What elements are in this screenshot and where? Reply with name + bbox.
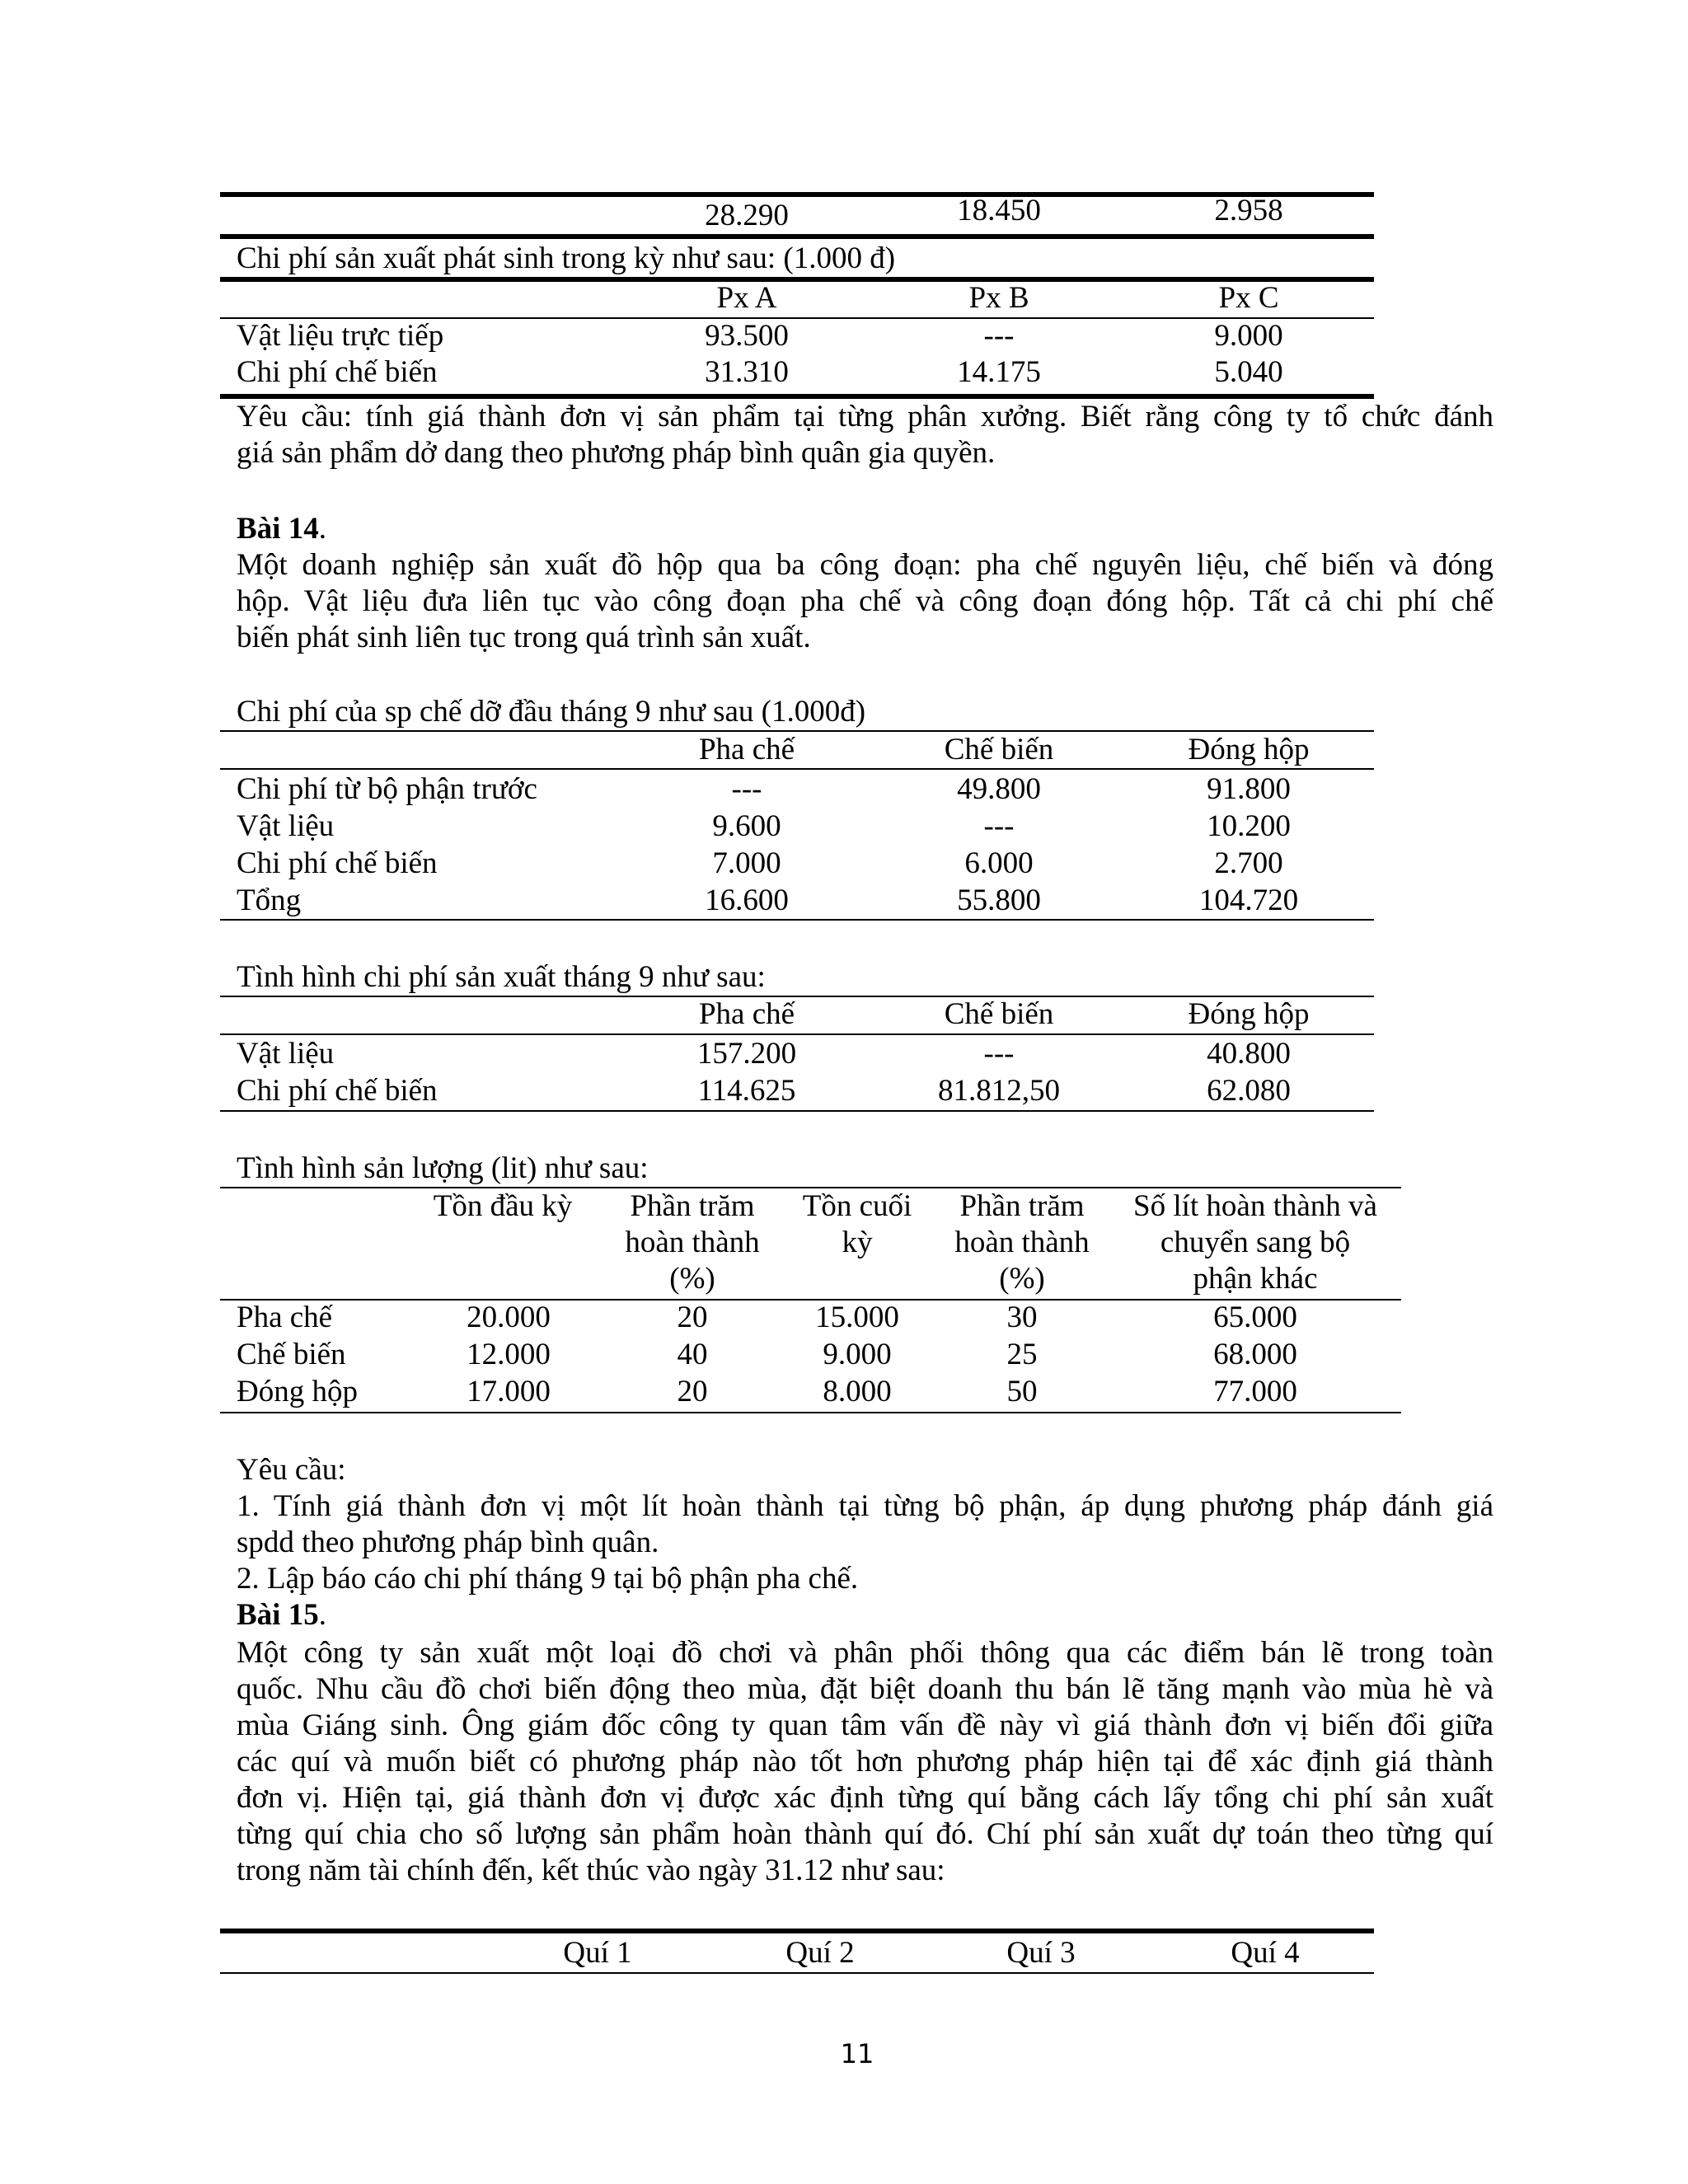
table2-header: Đóng hộp — [1188, 997, 1310, 1031]
table2-header: Pha chế — [698, 997, 795, 1031]
table3-header: phận khác — [1193, 1262, 1318, 1296]
costs-row-value: --- — [983, 319, 1015, 353]
table3-row-value: 12.000 — [467, 1338, 551, 1371]
intro-line: mùa Giáng sinh. Ông giám đốc công ty quan tâm vấn đề này vì giá thành đơn vị biến đổi giữa — [237, 1708, 1493, 1742]
exercise-14-title — [237, 511, 326, 547]
exercise-14-intro — [237, 547, 1493, 656]
table3-header: Tồn đầu kỳ — [433, 1189, 573, 1223]
table1-row-value: 6.000 — [964, 846, 1034, 880]
table2-caption: Tình hình chi phí sản xuất tháng 9 như sau: — [237, 960, 766, 994]
table2-row-value: 81.812,50 — [938, 1074, 1060, 1108]
requirement-paragraph — [237, 399, 1493, 471]
quarter-table-rule-top — [220, 1929, 1374, 1933]
intro-line: Một công ty sản xuất một loại đồ chơi và phân phối thông qua các điểm bán lẽ trong toàn — [237, 1636, 1493, 1670]
requirement-line: 1. Tính giá thành đơn vị một lít hoàn thành tại từng bộ phận, áp dụng phương pháp đánh giá — [237, 1489, 1493, 1523]
table3-row-value: 25 — [1006, 1338, 1038, 1371]
table3-header: chuyển sang bộ — [1160, 1226, 1351, 1259]
table1-row-value: 49.800 — [957, 772, 1041, 806]
table3-row-value: 9.000 — [823, 1338, 892, 1371]
intro-line: biến phát sinh liên tục trong quá trình sản xuất. — [237, 621, 811, 654]
exercise-15-intro — [237, 1635, 1493, 1889]
intro-line: Một doanh nghiệp sản xuất đồ hộp qua ba công đoạn: pha chế nguyên liệu, chế biến và đóng — [237, 548, 1493, 582]
table3-row-value: 30 — [1006, 1301, 1038, 1334]
table3-row-value: 40 — [677, 1338, 708, 1371]
table3-row-value: 20 — [677, 1301, 708, 1334]
table1-header: Đóng hộp — [1188, 733, 1310, 766]
table3-header: Phần trăm — [959, 1189, 1085, 1223]
quarter-header: Quí 3 — [1006, 1936, 1076, 1970]
table3-row-label: Đóng hộp — [237, 1375, 358, 1408]
table3-header: Phần trăm — [630, 1189, 755, 1223]
costs-table-rule-top — [220, 277, 1374, 282]
top-table-rule-top — [220, 192, 1374, 197]
table1-row-value: 91.800 — [1207, 772, 1291, 806]
page-number: 11 — [840, 2038, 874, 2069]
requirement-line: Yêu cầu: tính giá thành đơn vị sản phẩm tại từng phân xưởng. Biết rằng công ty tổ chức đánh — [237, 400, 1493, 434]
table1-row-value: --- — [731, 772, 762, 806]
intro-line: đơn vị. Hiện tại, giá thành đơn vị được xác định từng quí bằng cách lấy tổng chi phí sản xuất — [237, 1781, 1493, 1815]
exercise-15-title — [237, 1597, 326, 1633]
quarter-table-rule-header — [220, 1972, 1374, 1974]
table3-header: (%) — [669, 1262, 715, 1296]
table1-row-label: Tổng — [237, 883, 302, 917]
table1-row-value: 104.720 — [1198, 883, 1299, 917]
exercise-14-requirements — [237, 1488, 1493, 1597]
exercise-15-title-text: Bài 15 — [237, 1598, 319, 1632]
table3-row-value: 50 — [1006, 1375, 1038, 1408]
table2-rule-header — [220, 1033, 1374, 1035]
table1-row-value: --- — [983, 809, 1015, 843]
table1-row-value: 9.600 — [712, 809, 781, 843]
exercise-15-title-suffix: . — [318, 1598, 326, 1632]
table2-header: Chế biến — [944, 997, 1054, 1031]
costs-row-value: 31.310 — [705, 355, 789, 389]
costs-table-header: Px A — [716, 281, 777, 315]
table3-header: hoàn thành — [954, 1226, 1090, 1259]
intro-line: trong năm tài chính đến, kết thúc vào ngày 31.12 như sau: — [237, 1854, 945, 1887]
table3-row-value: 15.000 — [815, 1301, 899, 1334]
costs-row-value: 93.500 — [705, 319, 789, 353]
exercise-14-requirement-title: Yêu cầu: — [237, 1453, 346, 1487]
requirement-line: giá sản phẩm dở dang theo phương pháp bình quân gia quyền. — [237, 436, 996, 470]
table3-rule-bottom — [220, 1412, 1401, 1413]
requirement-line: 2. Lập báo cáo chi phí tháng 9 tại bộ phận pha chế. — [237, 1562, 859, 1596]
table2-row-label: Vật liệu — [237, 1037, 335, 1071]
costs-table-header: Px C — [1218, 281, 1279, 315]
table2-rule-bottom — [220, 1110, 1374, 1112]
quarter-header: Quí 2 — [785, 1936, 855, 1970]
table1-row-value: 10.200 — [1207, 809, 1291, 843]
table3-row-label: Chế biến — [237, 1338, 346, 1371]
table2-row-value: 40.800 — [1207, 1037, 1291, 1071]
top-table-cell: 2.958 — [1214, 194, 1283, 227]
table2-row-value: 62.080 — [1207, 1074, 1291, 1108]
table2-row-label: Chi phí chế biến — [237, 1074, 438, 1108]
table2-row-value: 114.625 — [697, 1074, 796, 1108]
quarter-header: Quí 4 — [1231, 1936, 1300, 1970]
table1-row-value: 7.000 — [712, 846, 781, 880]
top-table-cell: 28.290 — [705, 199, 789, 232]
exercise-14-title-text: Bài 14 — [237, 512, 319, 546]
table3-row-label: Pha chế — [237, 1301, 333, 1334]
costs-row-value: 14.175 — [957, 355, 1041, 389]
table1-row-label: Vật liệu — [237, 809, 335, 843]
table3-row-value: 77.000 — [1213, 1375, 1297, 1408]
costs-row-label: Vật liệu trực tiếp — [237, 319, 444, 353]
table3-header: (%) — [999, 1262, 1045, 1296]
table1-header: Pha chế — [698, 733, 795, 766]
table3-header: Tồn cuối — [802, 1189, 912, 1223]
table3-header: hoàn thành — [625, 1226, 760, 1259]
table3-row-value: 68.000 — [1213, 1338, 1297, 1371]
table1-caption: Chi phí của sp chế dỡ đầu tháng 9 như sau (1.000đ) — [237, 695, 866, 729]
table3-row-value: 20.000 — [467, 1301, 551, 1334]
table3-caption: Tình hình sản lượng (lit) như sau: — [237, 1151, 649, 1185]
top-table-rule-bottom — [220, 234, 1374, 239]
table1-row-label: Chi phí chế biến — [237, 846, 438, 880]
requirement-line: spdd theo phương pháp bình quân. — [237, 1526, 659, 1559]
top-table-cell: 18.450 — [957, 194, 1041, 227]
table1-rule-bottom — [220, 919, 1374, 921]
costs-intro-text: Chi phí sản xuất phát sinh trong kỳ như sau: (1.000 đ) — [237, 241, 896, 275]
costs-row-label: Chi phí chế biến — [237, 355, 438, 389]
table3-row-value: 20 — [677, 1375, 708, 1408]
exercise-14-title-suffix: . — [318, 512, 326, 546]
table1-row-value: 2.700 — [1214, 846, 1283, 880]
costs-table-header: Px B — [968, 281, 1029, 315]
table3-row-value: 8.000 — [823, 1375, 892, 1408]
intro-line: các quí và muốn biết có phương pháp nào tốt hơn phương pháp hiện tại để xác định giá thành — [237, 1745, 1493, 1779]
table2-row-value: 157.200 — [696, 1037, 797, 1071]
table3-row-value: 65.000 — [1213, 1301, 1297, 1334]
quarter-header: Quí 1 — [563, 1936, 632, 1970]
costs-row-value: 9.000 — [1214, 319, 1283, 353]
table2-row-value: --- — [983, 1037, 1015, 1071]
table1-row-value: 16.600 — [705, 883, 789, 917]
table3-header: Số lít hoàn thành và — [1133, 1189, 1377, 1223]
table1-row-value: 55.800 — [957, 883, 1041, 917]
intro-line: hộp. Vật liệu đưa liên tục vào công đoạn pha chế và công đoạn đóng hộp. Tất cả chi phí chế — [237, 584, 1493, 618]
costs-row-value: 5.040 — [1214, 355, 1283, 389]
table1-header: Chế biến — [944, 733, 1054, 766]
intro-line: từng quí chia cho số lượng sản phẩm hoàn thành quí đó. Chí phí sản xuất dự toán theo từng quí — [237, 1817, 1493, 1851]
intro-line: quốc. Nhu cầu đồ chơi biến động theo mùa, đặt biệt doanh thu bán lẽ tăng mạnh vào mùa hè và — [237, 1672, 1493, 1706]
table3-header: kỳ — [842, 1226, 873, 1259]
table1-rule-header — [220, 768, 1374, 770]
table1-row-label: Chi phí từ bộ phận trước — [237, 772, 537, 806]
table3-row-value: 17.000 — [467, 1375, 551, 1408]
